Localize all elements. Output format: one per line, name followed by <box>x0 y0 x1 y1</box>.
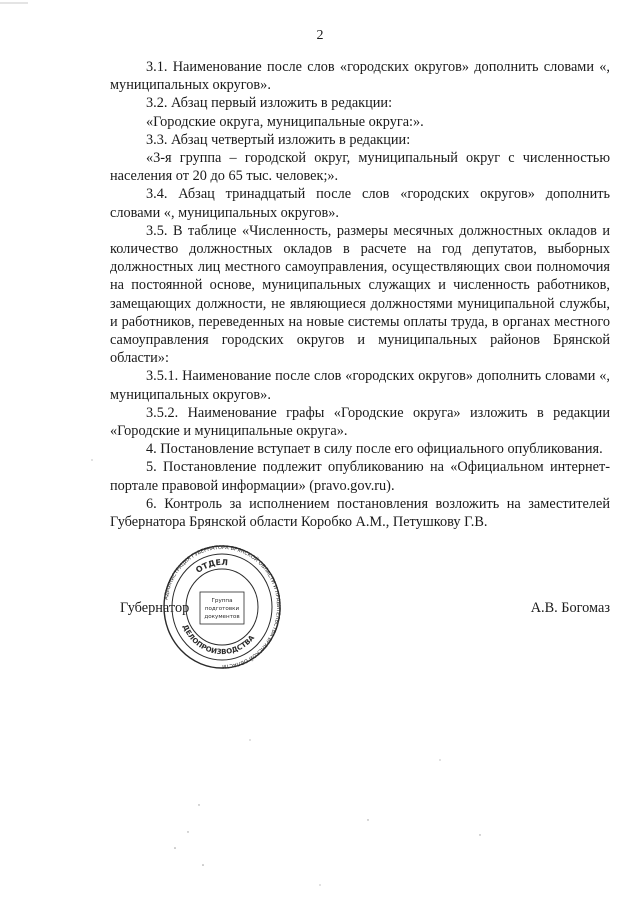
paragraph-3-5-2: 3.5.2. Наименование графы «Городские округа» изложить в редакции «Городские и муниципальные округа». <box>110 404 610 440</box>
paragraph-5: 5. Постановление подлежит опубликованию на «Официальном интернет-портале правовой информации» (pravo.gov.ru). <box>110 459 610 494</box>
paragraph-3-2-quote: «Городские округа, муниципальные округа:». <box>146 113 424 130</box>
page-number: 2 <box>316 28 324 43</box>
paragraph-3-4: 3.4. Абзац тринадцатый после слов «городских округов» дополнить словами «, муниципальных округов». <box>110 186 610 221</box>
paragraph-3-5-1: 3.5.1. Наименование после слов «городских округов» дополнить словами «, муниципальных округов». <box>110 368 610 403</box>
paragraph-3-1: 3.1. Наименование после слов «городских округов» дополнить словами «, муниципальных округов». <box>110 59 610 94</box>
signature-name: А.В. Богомаз <box>530 600 610 616</box>
document-body <box>110 58 610 531</box>
paragraph-3-2: 3.2. Абзац первый изложить в редакции: <box>146 95 393 112</box>
svg-text:документов: документов <box>204 614 240 620</box>
paragraph-3-5: 3.5. В таблице «Численность, размеры месячных должностных окладов и количество должностных окладов в расчете на год депутатов, выборных должностных лиц местного самоуправления, осуществляющих свои полномочия на постоянной основе, муниципальных служащих и численность работников, замещающих должности, не являющиеся должностями муниципальной службы, и работников, переведенных на новые системы оплаты труда, в органах местного самоуправления городских округов и муниципальных районов Брянской области»: <box>110 222 610 367</box>
paragraph-6: 6. Контроль за исполнением постановления возложить на заместителей Губернатора Брянской области Коробко А.М., Петушкову Г.В. <box>110 495 610 531</box>
svg-text:подготовки: подготовки <box>204 606 240 612</box>
paragraph-3-3: 3.3. Абзац четвертый изложить в редакции: <box>146 131 411 148</box>
stamp-seal <box>162 542 282 672</box>
svg-text:ОТДЕЛ: ОТДЕЛ <box>194 557 229 575</box>
svg-text:ДЕЛОПРОИЗВОДСТВА: ДЕЛОПРОИЗВОДСТВА <box>180 623 257 657</box>
svg-text:Группа: Группа <box>211 598 233 604</box>
paragraph-4: 4. Постановление вступает в силу после его официального опубликования. <box>146 441 603 458</box>
signature-title: Губернатор <box>120 600 190 616</box>
paragraph-3-3-quote: «3-я группа – городской округ, муниципальный округ с численностью населения от 20 до 65 тыс. человек;». <box>110 150 610 185</box>
svg-text:АДМИНИСТРАЦИЯ ГУБЕРНАТОРА БРЯН: АДМИНИСТРАЦИЯ ГУБЕРНАТОРА БРЯНСКОЙ ОБЛАСТИ И ПРАВИТЕЛЬСТВА БРЯНСКОЙ ОБЛАСТИ <box>163 544 282 670</box>
